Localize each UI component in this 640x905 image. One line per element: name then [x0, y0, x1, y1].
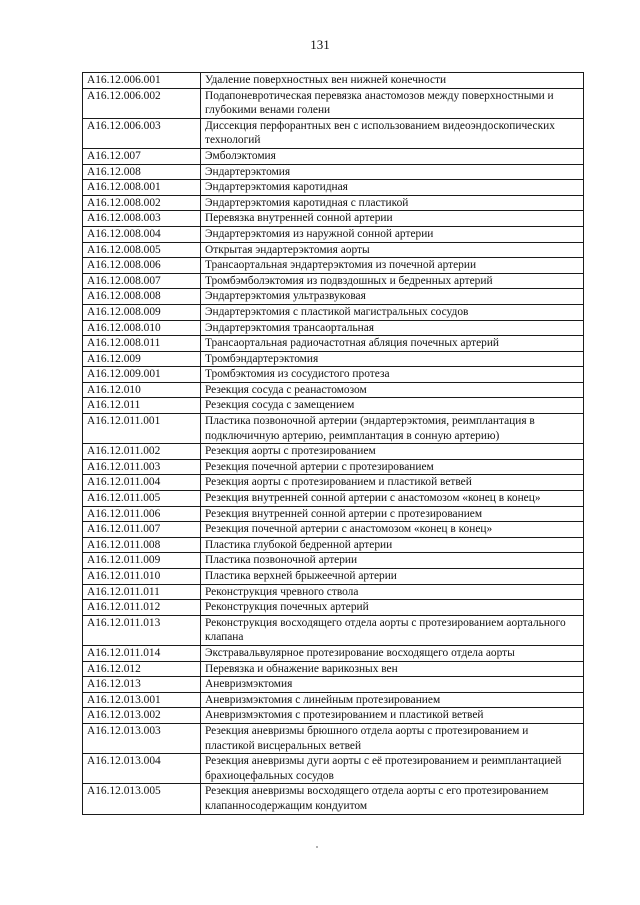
procedure-name-cell: Подапоневротическая перевязка анастомозов между поверхностными и глубокими венами голени [201, 88, 584, 118]
table-row [83, 382, 584, 398]
scan-speck [316, 846, 318, 848]
table-row [83, 164, 584, 180]
table-row [83, 367, 584, 383]
procedure-code-cell: A16.12.007 [83, 148, 201, 164]
table-row [83, 506, 584, 522]
table-row [83, 708, 584, 724]
procedure-name-cell: Эндартерэктомия трансаортальная [201, 320, 584, 336]
procedure-code-cell: A16.12.010 [83, 382, 201, 398]
table-row [83, 195, 584, 211]
procedure-code-cell: A16.12.008.002 [83, 195, 201, 211]
procedure-name-cell: Эндартерэктомия каротидная с пластикой [201, 195, 584, 211]
procedure-name-cell: Резекция аневризмы дуги аорты с её протезированием и реимплантацией брахиоцефальных сосудов [201, 754, 584, 784]
table-row [83, 475, 584, 491]
procedure-name-cell: Эндартерэктомия с пластикой магистральных сосудов [201, 304, 584, 320]
procedure-name-cell: Реконструкция почечных артерий [201, 600, 584, 616]
procedure-code-cell: A16.12.006.002 [83, 88, 201, 118]
procedure-code-cell: A16.12.011.002 [83, 444, 201, 460]
procedure-code-cell: A16.12.011.012 [83, 600, 201, 616]
table-row [83, 491, 584, 507]
table-row [83, 414, 584, 444]
procedure-code-cell: A16.12.013.002 [83, 708, 201, 724]
procedure-code-cell: A16.12.008.001 [83, 180, 201, 196]
procedure-name-cell: Пластика позвоночной артерии (эндартерэктомия, реимплантация в подключичную артерию, реимплантация в сонную артерию) [201, 414, 584, 444]
table-row [83, 692, 584, 708]
procedure-name-cell: Тромбэктомия из сосудистого протеза [201, 367, 584, 383]
table-row [83, 351, 584, 367]
table-row [83, 304, 584, 320]
procedure-name-cell: Тромбэндартерэктомия [201, 351, 584, 367]
table-row [83, 398, 584, 414]
table-row [83, 118, 584, 148]
table-row [83, 459, 584, 475]
table-row [83, 569, 584, 585]
procedure-code-cell: A16.12.008.004 [83, 226, 201, 242]
procedure-code-cell: A16.12.011.009 [83, 553, 201, 569]
procedure-code-cell: A16.12.011.011 [83, 584, 201, 600]
procedure-code-cell: A16.12.008.010 [83, 320, 201, 336]
table-row [83, 600, 584, 616]
procedure-name-cell: Эндартерэктомия ультразвуковая [201, 289, 584, 305]
table-row [83, 148, 584, 164]
procedure-code-cell: A16.12.013 [83, 677, 201, 693]
procedure-code-cell: A16.12.008.005 [83, 242, 201, 258]
procedure-code-cell: A16.12.008.006 [83, 258, 201, 274]
procedures-table [82, 72, 584, 815]
table-row [83, 645, 584, 661]
table-row [83, 444, 584, 460]
procedure-code-cell: A16.12.011.006 [83, 506, 201, 522]
procedure-code-cell: A16.12.008.003 [83, 211, 201, 227]
procedure-code-cell: A16.12.011.004 [83, 475, 201, 491]
table-row [83, 754, 584, 784]
table-row [83, 73, 584, 89]
table-row [83, 320, 584, 336]
table-row [83, 211, 584, 227]
table-row [83, 88, 584, 118]
table-row [83, 273, 584, 289]
procedure-name-cell: Эндартерэктомия [201, 164, 584, 180]
procedure-name-cell: Резекция аорты с протезированием [201, 444, 584, 460]
procedure-name-cell: Экстравальвулярное протезирование восходящего отдела аорты [201, 645, 584, 661]
procedure-name-cell: Эндартерэктомия из наружной сонной артерии [201, 226, 584, 242]
table-row [83, 336, 584, 352]
procedure-name-cell: Аневризмэктомия с протезированием и пластикой ветвей [201, 708, 584, 724]
table-row [83, 289, 584, 305]
procedure-name-cell: Резекция почечной артерии с протезированием [201, 459, 584, 475]
procedure-name-cell: Удаление поверхностных вен нижней конечности [201, 73, 584, 89]
procedure-code-cell: A16.12.013.003 [83, 723, 201, 753]
procedure-name-cell: Резекция сосуда с реанастомозом [201, 382, 584, 398]
procedure-name-cell: Эндартерэктомия каротидная [201, 180, 584, 196]
table-row [83, 180, 584, 196]
procedure-code-cell: A16.12.013.004 [83, 754, 201, 784]
table-row [83, 553, 584, 569]
table-row [83, 784, 584, 814]
procedure-code-cell: A16.12.013.005 [83, 784, 201, 814]
procedure-name-cell: Эмболэктомия [201, 148, 584, 164]
procedure-code-cell: A16.12.006.003 [83, 118, 201, 148]
procedure-code-cell: A16.12.008.007 [83, 273, 201, 289]
procedure-name-cell: Перевязка внутренней сонной артерии [201, 211, 584, 227]
procedure-name-cell: Пластика позвоночной артерии [201, 553, 584, 569]
procedure-code-cell: A16.12.011.005 [83, 491, 201, 507]
table-row [83, 723, 584, 753]
procedure-code-cell: A16.12.013.001 [83, 692, 201, 708]
procedure-code-cell: A16.12.009.001 [83, 367, 201, 383]
procedure-name-cell: Аневризмэктомия с линейным протезированием [201, 692, 584, 708]
procedure-name-cell: Трансаортальная эндартерэктомия из почечной артерии [201, 258, 584, 274]
procedure-name-cell: Резекция внутренней сонной артерии с анастомозом «конец в конец» [201, 491, 584, 507]
procedure-name-cell: Резекция аневризмы восходящего отдела аорты с его протезированием клапанносодержащим кондуитом [201, 784, 584, 814]
table-row [83, 615, 584, 645]
table-row [83, 258, 584, 274]
procedure-code-cell: A16.12.009 [83, 351, 201, 367]
table-row [83, 242, 584, 258]
procedure-code-cell: A16.12.011.013 [83, 615, 201, 645]
procedure-name-cell: Резекция сосуда с замещением [201, 398, 584, 414]
table-row [83, 677, 584, 693]
procedure-name-cell: Резекция аневризмы брюшного отдела аорты с протезированием и пластикой висцеральных ветвей [201, 723, 584, 753]
procedures-table-body [83, 73, 584, 815]
procedure-code-cell: A16.12.008.011 [83, 336, 201, 352]
table-row [83, 537, 584, 553]
table-row [83, 584, 584, 600]
procedure-code-cell: A16.12.012 [83, 661, 201, 677]
procedure-name-cell: Аневризмэктомия [201, 677, 584, 693]
procedure-code-cell: A16.12.011.010 [83, 569, 201, 585]
procedure-name-cell: Трансаортальная радиочастотная абляция почечных артерий [201, 336, 584, 352]
page-number: 131 [310, 37, 330, 52]
table-row [83, 661, 584, 677]
procedure-name-cell: Реконструкция восходящего отдела аорты с протезированием аортального клапана [201, 615, 584, 645]
table-row [83, 522, 584, 538]
procedure-code-cell: A16.12.006.001 [83, 73, 201, 89]
procedure-name-cell: Резекция почечной артерии с анастомозом «конец в конец» [201, 522, 584, 538]
procedure-code-cell: A16.12.008.008 [83, 289, 201, 305]
procedure-code-cell: A16.12.011.008 [83, 537, 201, 553]
procedure-code-cell: A16.12.011 [83, 398, 201, 414]
procedure-name-cell: Пластика верхней брыжеечной артерии [201, 569, 584, 585]
procedure-code-cell: A16.12.011.007 [83, 522, 201, 538]
procedure-name-cell: Диссекция перфорантных вен с использованием видеоэндоскопических технологий [201, 118, 584, 148]
procedure-code-cell: A16.12.011.003 [83, 459, 201, 475]
table-row [83, 226, 584, 242]
procedure-code-cell: A16.12.011.014 [83, 645, 201, 661]
procedure-name-cell: Резекция внутренней сонной артерии с протезированием [201, 506, 584, 522]
procedure-name-cell: Пластика глубокой бедренной артерии [201, 537, 584, 553]
procedure-name-cell: Резекция аорты с протезированием и пластикой ветвей [201, 475, 584, 491]
procedure-name-cell: Открытая эндартерэктомия аорты [201, 242, 584, 258]
procedure-name-cell: Перевязка и обнажение варикозных вен [201, 661, 584, 677]
procedure-name-cell: Реконструкция чревного ствола [201, 584, 584, 600]
procedure-name-cell: Тромбэмболэктомия из подвздошных и бедренных артерий [201, 273, 584, 289]
procedure-code-cell: A16.12.008 [83, 164, 201, 180]
procedure-code-cell: A16.12.011.001 [83, 414, 201, 444]
procedure-code-cell: A16.12.008.009 [83, 304, 201, 320]
